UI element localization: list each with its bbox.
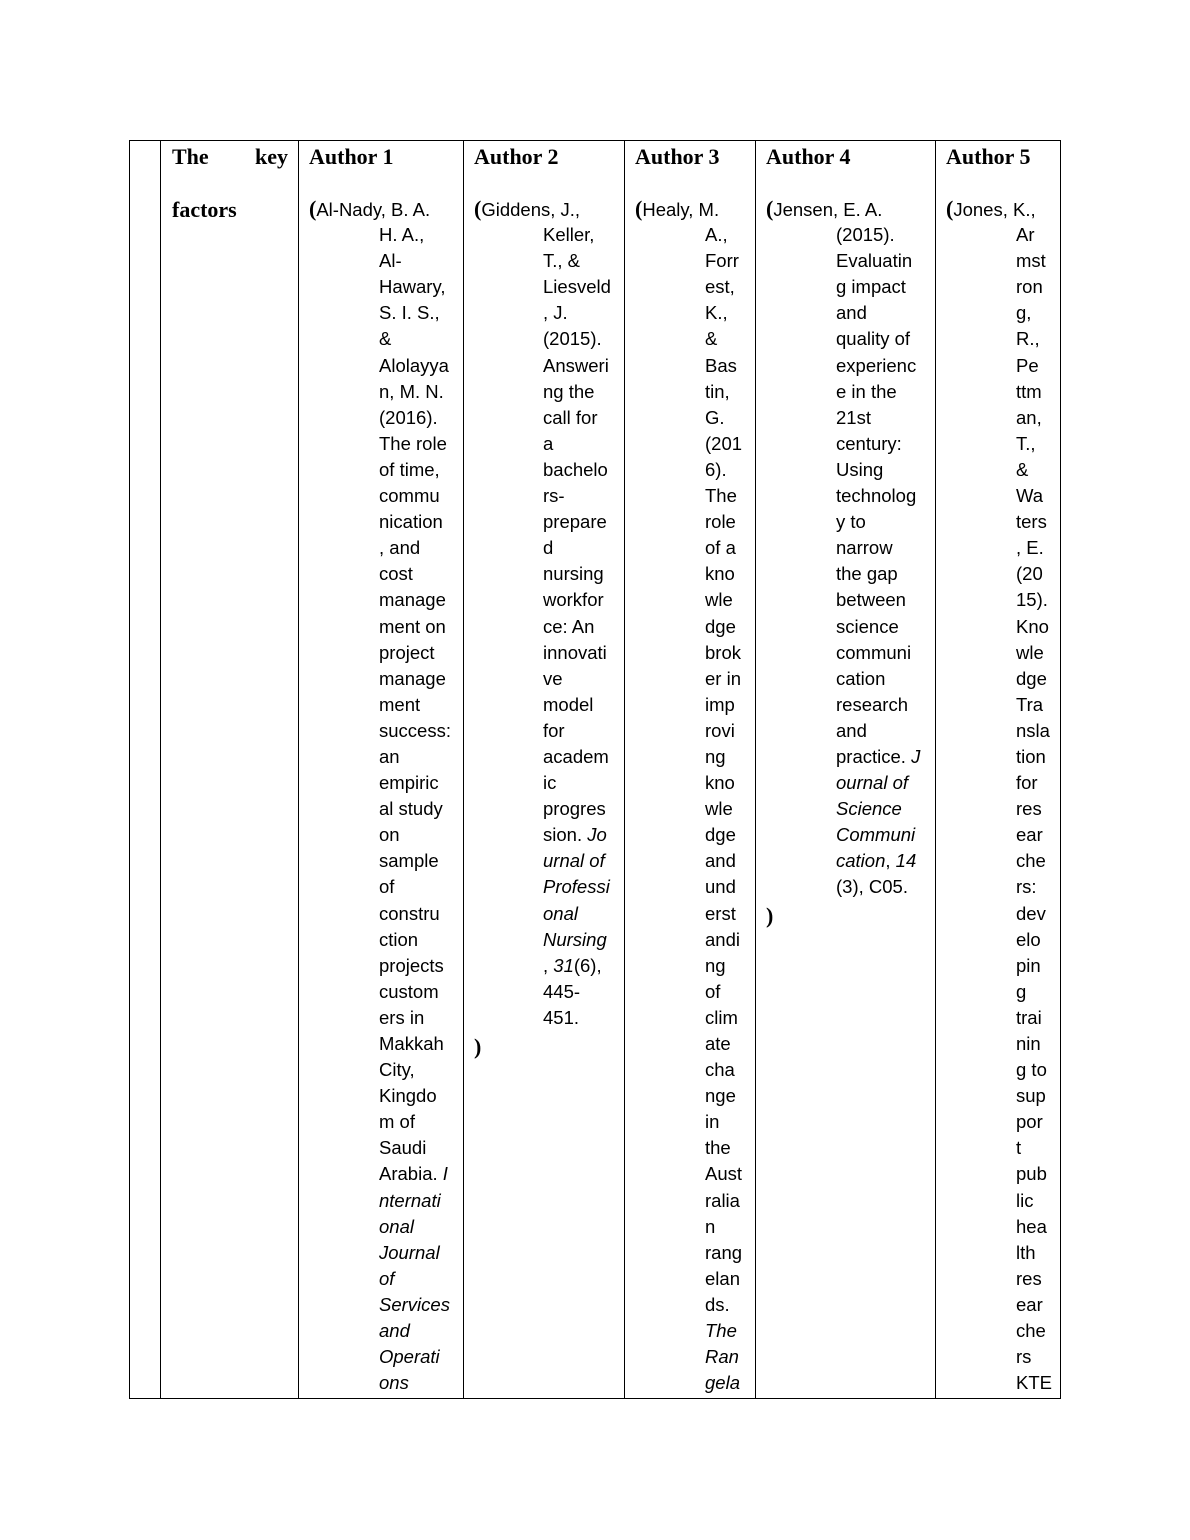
citation-line: , J. xyxy=(543,302,568,324)
citation-line: the xyxy=(705,1137,731,1159)
citation-line: academ xyxy=(543,745,609,767)
citation-line: Forr xyxy=(705,250,739,272)
citation-line: an xyxy=(379,745,400,767)
citation-line: ralia xyxy=(705,1189,740,1211)
citation-line: dge xyxy=(1016,667,1047,689)
citation-line: tin, xyxy=(705,380,730,402)
citation-line: (201 xyxy=(705,432,743,454)
citation-line: wle xyxy=(1016,641,1044,663)
citation-line: of time, xyxy=(379,458,440,480)
citation-line: dge xyxy=(705,615,736,637)
citation-line: onal xyxy=(379,1215,414,1237)
citation-line: n xyxy=(705,1215,716,1237)
citation-line: Pe xyxy=(1016,354,1039,376)
citation-line: kno xyxy=(705,772,735,794)
citation-line: urnal of xyxy=(543,850,605,872)
author2-header: Author 2 xyxy=(474,144,559,169)
author5-citation-first: (Jones, K., xyxy=(946,196,1036,221)
author4-header: Author 4 xyxy=(766,144,851,169)
citation-line: ment xyxy=(379,693,421,715)
citation-line: m of xyxy=(379,1111,415,1133)
citation-line: ve xyxy=(543,667,563,689)
citation-line: prepare xyxy=(543,511,607,533)
author2-close-paren: ) xyxy=(474,1034,482,1059)
citation-line: Al- xyxy=(379,250,402,272)
citation-line: Operati xyxy=(379,1346,440,1368)
citation-line: constru xyxy=(379,902,440,924)
citation-line: ers in xyxy=(379,1006,425,1028)
citation-line: ds. xyxy=(705,1293,730,1315)
citation-line: Nursing xyxy=(543,928,607,950)
citation-line: an, xyxy=(1016,406,1042,428)
citation-line: between xyxy=(836,589,906,611)
citation-line: imp xyxy=(705,693,735,715)
citation-line: Liesveld xyxy=(543,276,611,298)
citation-line: pin xyxy=(1016,954,1041,976)
citation-line: and xyxy=(836,302,867,324)
citation-line: call for xyxy=(543,406,598,428)
citation-line: g to xyxy=(1016,1059,1047,1081)
citation-line: Communi xyxy=(836,824,916,846)
citation-line: sample xyxy=(379,850,439,872)
citation-line: gela xyxy=(705,1372,740,1394)
citation-line: experienc xyxy=(836,354,917,376)
citation-line: dev xyxy=(1016,902,1046,924)
citation-line: Makkah xyxy=(379,1033,444,1054)
citation-line: for xyxy=(1016,772,1038,794)
citation-line: rs- xyxy=(543,485,565,507)
citation-line: res xyxy=(1016,1267,1042,1289)
citation-line: g impact xyxy=(836,276,906,298)
citation-line: che xyxy=(1016,1320,1046,1342)
citation-line: & xyxy=(379,328,392,350)
citation-line: ters xyxy=(1016,511,1047,533)
citation-line: Kno xyxy=(1016,615,1049,637)
citation-line: (20 xyxy=(1016,563,1043,585)
citation-line: S. I. S., xyxy=(379,302,440,324)
citation-line: sup xyxy=(1016,1085,1046,1107)
citation-line: of xyxy=(705,980,721,1002)
citation-line: technolog xyxy=(836,485,917,507)
citation-line: City, xyxy=(379,1059,415,1081)
citation-line: of a xyxy=(705,537,736,559)
citation-line: wle xyxy=(705,798,733,820)
citation-line: clim xyxy=(705,1006,738,1028)
citation-line: 451. xyxy=(543,1006,580,1028)
citation-line: commu xyxy=(379,485,440,507)
citation-line: rs: xyxy=(1016,876,1037,898)
citation-line: ng xyxy=(705,745,726,767)
citation-line: KTE xyxy=(1016,1372,1052,1394)
citation-line: cost xyxy=(379,563,413,585)
citation-line: The xyxy=(705,485,737,507)
citation-line: empiric xyxy=(379,772,439,794)
citation-line: model xyxy=(543,693,594,715)
citation-line: workfor xyxy=(543,589,604,611)
citation-line: nternati xyxy=(379,1189,441,1211)
citation-line: Kingdo xyxy=(379,1085,437,1107)
citation-line: the gap xyxy=(836,563,898,585)
citation-line: ng the xyxy=(543,380,595,402)
citation-line: A., xyxy=(705,224,728,246)
citation-line: por xyxy=(1016,1111,1043,1133)
citation-line: innovati xyxy=(543,641,607,663)
citation-line: custom xyxy=(379,980,439,1002)
citation-line: Evaluatin xyxy=(836,250,913,272)
citation-line: bachelo xyxy=(543,458,608,480)
citation-line: Hawary, xyxy=(379,276,446,298)
citation-line: K., xyxy=(705,302,728,324)
citation-line: 15). xyxy=(1016,589,1048,611)
citation-line: lth xyxy=(1016,1241,1036,1263)
citation-line: t xyxy=(1016,1137,1022,1159)
citation-line: , and xyxy=(379,537,421,559)
author1-column xyxy=(298,141,463,1398)
citation-line: ate xyxy=(705,1033,731,1054)
citation-line: Services xyxy=(379,1293,450,1315)
citation-line: The role xyxy=(379,432,447,454)
citation-line: kno xyxy=(705,563,735,585)
citation-line: & xyxy=(1016,458,1029,480)
citation-line: hea xyxy=(1016,1215,1047,1237)
citation-line: elan xyxy=(705,1267,740,1289)
citation-line: ournal of xyxy=(836,772,908,794)
citation-line: ons xyxy=(379,1372,409,1394)
citation-line: e in the xyxy=(836,380,897,402)
citation-line: of xyxy=(379,876,395,898)
citation-line: nsla xyxy=(1016,719,1050,741)
citation-line: a xyxy=(543,432,554,454)
citation-line: project xyxy=(379,641,435,663)
author2-column xyxy=(463,141,624,1398)
citation-line: Using xyxy=(836,458,884,480)
citation-line: g, xyxy=(1016,302,1032,324)
citation-line: and xyxy=(705,850,736,872)
citation-line: nursing xyxy=(543,563,604,585)
citation-line: (2015). xyxy=(836,224,895,246)
citation-line: erst xyxy=(705,902,736,924)
key-factors-header-line1: The key xyxy=(172,144,288,169)
citation-line: progres xyxy=(543,798,606,820)
citation-line: on xyxy=(379,824,400,846)
citation-line: che xyxy=(1016,850,1046,872)
citation-line: wle xyxy=(705,589,733,611)
author3-citation xyxy=(705,222,742,1396)
citation-line: Wa xyxy=(1016,485,1044,507)
citation-line: Professi xyxy=(543,876,610,898)
citation-line: Aust xyxy=(705,1163,743,1185)
citation-line: of xyxy=(379,1267,395,1289)
citation-line: ction xyxy=(379,928,419,950)
author1-citation: H. A., Al- Hawary, S. I. S., & Alolayya n, M. N. (2016). The role of time, commu nication , and cost manage ment on project manage ment success: an empiric al study on sample of constru ction projects custom ers in Makkah City, Kingdo m of Saudi Arabia. I nternati onal Journal of Services and Operati ons xyxy=(379,222,451,1396)
citation-line: est, xyxy=(705,276,735,298)
author3-column xyxy=(624,141,755,1398)
citation-line: ron xyxy=(1016,276,1043,298)
citation-line: elo xyxy=(1016,928,1041,950)
citation-line: , E. xyxy=(1016,537,1044,559)
author4-citation-first: (Jensen, E. A. xyxy=(766,196,883,221)
citation-line: and xyxy=(379,1320,410,1342)
citation-line: 445- xyxy=(543,980,581,1002)
author5-citation xyxy=(1016,222,1052,1396)
citation-line: Alolayya xyxy=(379,354,449,376)
author2-citation: Keller, T., & Liesveld , J. (2015). Answeri ng the call for a bachelo rs- prepare d nursing workfor ce: An innovati ve model for academ ic progres sion. Jo urnal of Professi onal Nursing , 31(6), 445- 451. xyxy=(543,222,611,1031)
citation-line: y to xyxy=(836,511,866,533)
citation-line: und xyxy=(705,876,736,898)
citation-line: in xyxy=(705,1111,720,1133)
key-factors-header-line2: factors xyxy=(172,197,237,222)
citation-line: ear xyxy=(1016,1293,1043,1315)
citation-line: andi xyxy=(705,928,740,950)
citation-line: ce: An xyxy=(543,615,595,637)
citation-line: role xyxy=(705,511,736,533)
citation-line: The xyxy=(705,1320,737,1342)
citation-line: Bas xyxy=(705,354,737,376)
citation-line: (3), C05. xyxy=(836,876,908,898)
citation-line: (2016). xyxy=(379,406,438,428)
citation-line: ng xyxy=(705,954,726,976)
citation-line: Journal xyxy=(379,1241,440,1263)
citation-line: science xyxy=(836,615,899,637)
author3-citation-first: (Healy, M. xyxy=(635,196,720,221)
citation-line: research xyxy=(836,693,908,715)
citation-line: century: xyxy=(836,432,902,454)
citation-line: Answeri xyxy=(543,354,609,376)
citation-line: rang xyxy=(705,1241,743,1263)
literature-table xyxy=(129,140,1061,1399)
citation-line: nge xyxy=(705,1085,736,1107)
citation-line: pub xyxy=(1016,1163,1047,1185)
citation-line: nin xyxy=(1016,1033,1041,1054)
citation-line: & xyxy=(705,328,718,350)
citation-line: lic xyxy=(1016,1189,1034,1211)
citation-line: manage xyxy=(379,589,446,611)
citation-line: ment on xyxy=(379,615,446,637)
citation-line: R., xyxy=(1016,328,1040,350)
citation-line: Science xyxy=(836,798,902,820)
citation-line: brok xyxy=(705,641,741,663)
citation-line: ttm xyxy=(1016,380,1042,402)
author2-citation-first: (Giddens, J., xyxy=(474,196,581,221)
citation-line: cha xyxy=(705,1059,735,1081)
citation-line: rovi xyxy=(705,719,735,741)
citation-line: G. xyxy=(705,406,725,428)
citation-line: success: xyxy=(379,719,451,741)
citation-line: dge xyxy=(705,824,736,846)
citation-line: (2015). xyxy=(543,328,602,350)
row-number-column xyxy=(130,141,160,1398)
citation-line: al study xyxy=(379,798,443,820)
citation-line: Ran xyxy=(705,1346,739,1368)
citation-line: narrow xyxy=(836,537,893,559)
author4-column xyxy=(755,141,935,1398)
author4-citation: (2015). Evaluatin g impact and quality of experienc e in the 21st century: Using technolog y to narrow the gap between science communi cation research and practice. J ournal of Science Communi cation, 14 (3), C05. xyxy=(836,222,920,900)
citation-line: tion xyxy=(1016,745,1046,767)
citation-line: onal xyxy=(543,902,578,924)
citation-line: manage xyxy=(379,667,446,689)
citation-line: 21st xyxy=(836,406,871,428)
citation-line: trai xyxy=(1016,1006,1042,1028)
author1-citation-first: (Al-Nady, B. A. xyxy=(309,196,431,221)
key-factors-column xyxy=(160,141,298,1398)
citation-line: for xyxy=(543,719,565,741)
author3-header: Author 3 xyxy=(635,144,720,169)
citation-line: er in xyxy=(705,667,741,689)
citation-line: communi xyxy=(836,641,912,663)
citation-line: projects xyxy=(379,954,444,976)
citation-line: quality of xyxy=(836,328,911,350)
citation-line: 6). xyxy=(705,458,727,480)
citation-line: rs xyxy=(1016,1346,1032,1368)
citation-line: Keller, xyxy=(543,224,595,246)
citation-line: ear xyxy=(1016,824,1043,846)
citation-line: H. A., xyxy=(379,224,425,246)
author5-column xyxy=(935,141,1062,1398)
citation-line: nication xyxy=(379,511,443,533)
author5-header: Author 5 xyxy=(946,144,1031,169)
citation-line: Ar xyxy=(1016,224,1035,246)
citation-line: ic xyxy=(543,772,557,794)
citation-line: and xyxy=(836,719,867,741)
citation-line: T., xyxy=(1016,432,1036,454)
citation-line: cation xyxy=(836,667,886,689)
citation-line: d xyxy=(543,537,554,559)
citation-line: T., & xyxy=(543,250,581,272)
author1-header: Author 1 xyxy=(309,144,394,169)
citation-line: res xyxy=(1016,798,1042,820)
citation-line: Saudi xyxy=(379,1137,427,1159)
citation-line: g xyxy=(1016,980,1027,1002)
citation-line: Tra xyxy=(1016,693,1044,715)
citation-line: mst xyxy=(1016,250,1046,272)
citation-line: n, M. N. xyxy=(379,380,444,402)
author4-close-paren: ) xyxy=(766,903,774,928)
